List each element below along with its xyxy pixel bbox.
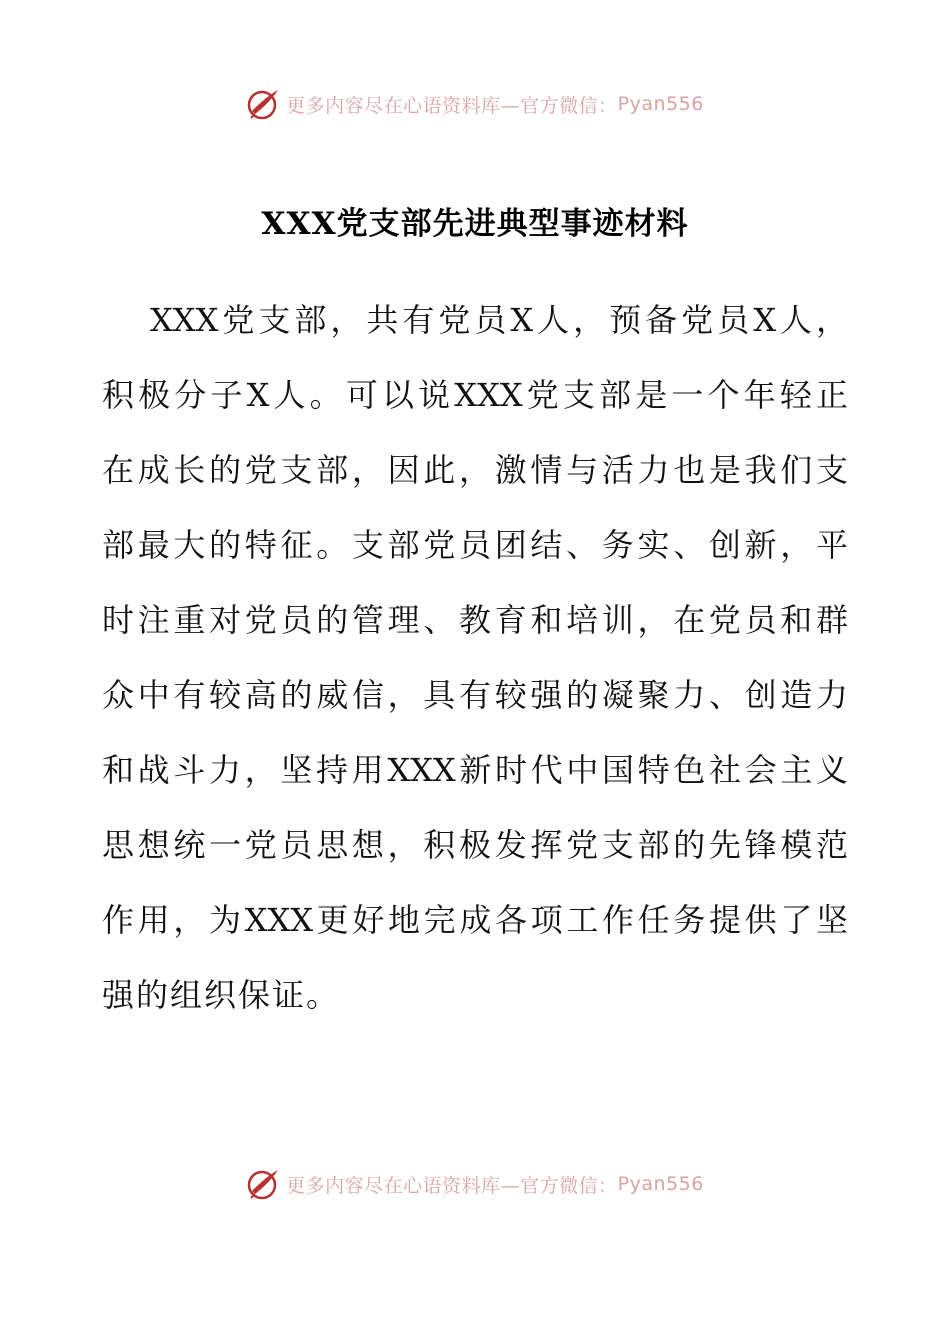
body-line: 积极分子X人。可以说XXX党支部是一个年轻正 (102, 376, 848, 414)
body-line: 作用，为XXX更好地完成各项工作任务提供了坚 (102, 901, 848, 939)
body-line: 和战斗力，坚持用XXX新时代中国特色社会主义 (102, 751, 848, 789)
body-line: 思想统一党员思想，积极发挥党支部的先锋模范 (102, 826, 848, 864)
header-watermark (0, 82, 950, 126)
watermark-wechat-id: Pyan556 (617, 1173, 704, 1195)
body-line: 强的组织保证。 (102, 976, 341, 1014)
quill-pen-logo-icon (246, 87, 280, 121)
document-title: XXX党支部先进典型事迹材料 (261, 206, 689, 242)
quill-pen-logo-icon (246, 1167, 280, 1201)
watermark-text: 更多内容尽在心语资料库—官方微信： (286, 1174, 618, 1197)
document-body (102, 290, 848, 1040)
body-line: 时注重对党员的管理、教育和培训，在党员和群 (102, 601, 848, 639)
footer-watermark (0, 1162, 950, 1206)
body-line: 在成长的党支部，因此，激情与活力也是我们支 (102, 451, 848, 489)
body-line: XXX党支部，共有党员X人，预备党员X人， (150, 301, 848, 339)
watermark-wechat-id: Pyan556 (617, 93, 704, 115)
body-line: 部最大的特征。支部党员团结、务实、创新，平 (102, 526, 848, 564)
body-line: 众中有较高的威信，具有较强的凝聚力、创造力 (102, 676, 848, 714)
watermark-text: 更多内容尽在心语资料库—官方微信： (286, 94, 618, 117)
